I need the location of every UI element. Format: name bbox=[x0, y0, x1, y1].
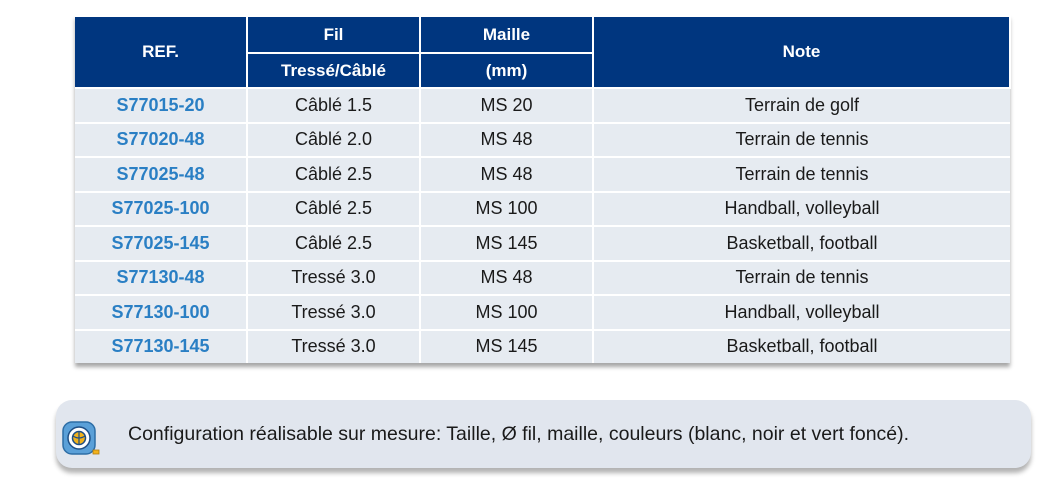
cell-fil: Câblé 2.5 bbox=[247, 226, 420, 261]
cell-maille: MS 48 bbox=[420, 123, 593, 158]
table-row bbox=[75, 330, 1010, 364]
cell-fil: Câblé 2.5 bbox=[247, 157, 420, 192]
cell-fil: Câblé 2.5 bbox=[247, 192, 420, 227]
cell-ref: S77025-145 bbox=[75, 226, 247, 261]
tape-measure-icon bbox=[62, 420, 100, 456]
cell-ref: S77025-100 bbox=[75, 192, 247, 227]
table-row bbox=[75, 226, 1010, 261]
product-table bbox=[75, 15, 1010, 363]
cell-maille: MS 48 bbox=[420, 157, 593, 192]
custom-configuration-note bbox=[56, 400, 1031, 468]
table-row bbox=[75, 123, 1010, 158]
note-text: Configuration réalisable sur mesure: Taille, Ø fil, maille, couleurs (blanc, noir et vert foncé). bbox=[128, 423, 910, 445]
table-row bbox=[75, 88, 1010, 123]
header-fil-sub: Tressé/Câblé bbox=[247, 53, 420, 88]
cell-ref: S77015-20 bbox=[75, 88, 247, 123]
cell-note: Terrain de tennis bbox=[593, 123, 1010, 158]
cell-note: Terrain de tennis bbox=[593, 157, 1010, 192]
cell-fil: Tressé 3.0 bbox=[247, 330, 420, 364]
cell-maille: MS 100 bbox=[420, 192, 593, 227]
cell-ref: S77130-145 bbox=[75, 330, 247, 364]
cell-note: Terrain de tennis bbox=[593, 261, 1010, 296]
table-row bbox=[75, 295, 1010, 330]
cell-fil: Câblé 1.5 bbox=[247, 88, 420, 123]
cell-note: Basketball, football bbox=[593, 330, 1010, 364]
header-note: Note bbox=[593, 16, 1010, 88]
header-maille: Maille bbox=[420, 16, 593, 53]
cell-note: Basketball, football bbox=[593, 226, 1010, 261]
header-fil: Fil bbox=[247, 16, 420, 53]
table-row bbox=[75, 261, 1010, 296]
cell-fil: Tressé 3.0 bbox=[247, 261, 420, 296]
cell-ref: S77020-48 bbox=[75, 123, 247, 158]
table-row bbox=[75, 192, 1010, 227]
cell-maille: MS 48 bbox=[420, 261, 593, 296]
table-row bbox=[75, 157, 1010, 192]
cell-ref: S77130-100 bbox=[75, 295, 247, 330]
cell-fil: Câblé 2.0 bbox=[247, 123, 420, 158]
spec-table bbox=[75, 15, 1011, 363]
cell-note: Handball, volleyball bbox=[593, 295, 1010, 330]
cell-maille: MS 100 bbox=[420, 295, 593, 330]
cell-note: Handball, volleyball bbox=[593, 192, 1010, 227]
cell-fil: Tressé 3.0 bbox=[247, 295, 420, 330]
header-ref: REF. bbox=[75, 16, 247, 88]
cell-maille: MS 145 bbox=[420, 226, 593, 261]
header-maille-sub: (mm) bbox=[420, 53, 593, 88]
cell-maille: MS 20 bbox=[420, 88, 593, 123]
cell-ref: S77025-48 bbox=[75, 157, 247, 192]
cell-maille: MS 145 bbox=[420, 330, 593, 364]
cell-ref: S77130-48 bbox=[75, 261, 247, 296]
cell-note: Terrain de golf bbox=[593, 88, 1010, 123]
